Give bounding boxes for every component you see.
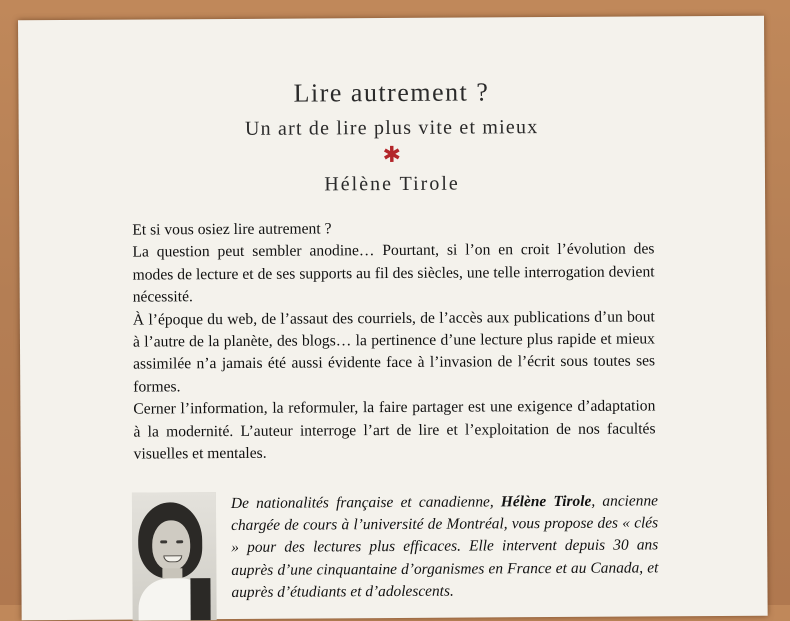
bio-author-name: Hélène Tirole	[500, 492, 592, 511]
blurb-paragraph: Cerner l’information, la reformuler, la faire partager est une exigence d’adaptation à la modernité. L’auteur interroge l’art de lire et l’exploitation de nos facultés visuelles et mentales.	[133, 397, 656, 463]
bio-text-start: De nationalités française et canadienne,	[230, 493, 501, 512]
blurb-text	[132, 216, 655, 466]
blurb-paragraph: À l’époque du web, de l’assaut des courriels, de l’accès aux publications d’un bout à l’autre de la planète, des blogs… la pertinence d’une lecture plus rapide et mieux assimilée n’a jamais été aussi évidente face à l’invasion de l’écrit sous toutes ses formes.	[132, 308, 656, 396]
author-bio	[231, 490, 659, 604]
book-subtitle: Un art de lire plus vite et mieux	[244, 116, 539, 140]
author-name: Hélène Tirole	[324, 172, 460, 196]
star-ornament-icon: ✱	[382, 141, 402, 168]
blurb-paragraph: Et si vous osiez lire autrement ?	[132, 220, 332, 239]
book-back-cover	[18, 16, 768, 621]
book-title: Lire autrement ?	[293, 77, 490, 108]
blurb-paragraph: La question peut sembler anodine… Pourtant, si l’on en croit l’évolution des modes de lecture et de ses supports au fil des siècles, une telle interrogation devient nécessité.	[132, 240, 655, 306]
bio-text-end: , ancienne chargée de cours à l’université de Montréal, vous propose des « clés » pour des lectures plus efficaces. Elle intervent depuis 30 ans auprès d’une cinquantaine d’organismes en France et au Canada, et auprès d’étudiants et d’adolescents.	[231, 492, 659, 601]
author-photo	[132, 492, 217, 621]
